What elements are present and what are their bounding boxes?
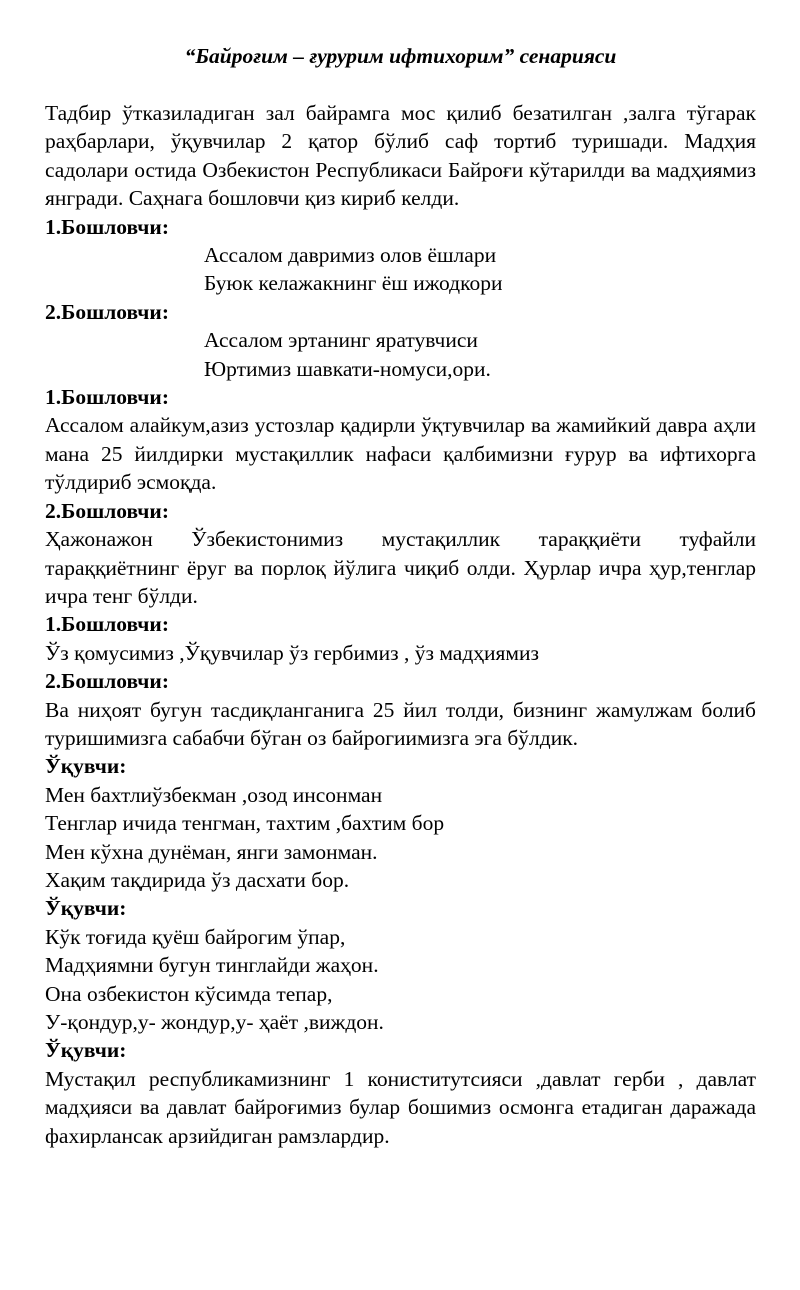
poem-line: Мен кўхна дунёман, янги замонман. bbox=[45, 839, 378, 864]
poem-line: Тенглар ичида тенгман, тахтим ,бахтим бор bbox=[45, 811, 445, 836]
verse-line: Ассалом эртанинг яратувчиси bbox=[204, 328, 478, 353]
speaker-label: 1.Бошловчи: bbox=[45, 612, 169, 637]
speech-paragraph: Ўз қомусимиз ,Ўқувчилар ўз гербимиз , ўз мадҳиямиз bbox=[45, 640, 540, 665]
speaker-label: 2.Бошловчи: bbox=[45, 498, 169, 523]
speaker-label: 2.Бошловчи: bbox=[45, 299, 169, 324]
intro-paragraph: Тадбир ўтказиладиган зал байрамга мос қилиб безатилган ,залга тўгарак раҳбарлари, ўқувчилар 2 қатор бўлиб саф тортиб туришади. Мадҳия садолари остида Озбекистон Республикаси Байроғи кўтарилди ва мадҳиямиз янгради. Саҳнага бошловчи қиз кириб келди. bbox=[45, 101, 756, 211]
speaker-label: Ўқувчи: bbox=[45, 896, 127, 921]
speech-paragraph: Ассалом алайкум,азиз устозлар қадирли ўқтувчилар ва жамийкий давра аҳли мана 25 йилдирки мустақиллик нафаси қалбимизни ғурур ва ифтихорга тўлдириб эсмоқда. bbox=[45, 413, 756, 495]
poem-line: Кўк тоғида қуёш байрогим ўпар, bbox=[45, 924, 346, 949]
poem-line: У-қондур,у- жондур,у- ҳаёт ,виждон. bbox=[45, 1010, 384, 1034]
speech-paragraph: Мустақил республикамизнинг 1 кониститутсияси ,давлат герби , давлат мадҳияси ва давлат байроғимиз булар бошимиз осмонга етадиган даражада фахирлансак арзийдиган рамзлардир. bbox=[45, 1066, 756, 1148]
poem-line: Хақим тақдирида ўз дасхати бор. bbox=[45, 867, 350, 892]
speaker-label: 2.Бошловчи: bbox=[45, 669, 169, 694]
speech-paragraph: Ва ниҳоят бугун тасдиқланганига 25 йил толди, бизнинг жамулжам болиб туришимизга сабабчи бўган оз байрогиимизга эга бўлдик. bbox=[45, 697, 756, 750]
speaker-label: 1.Бошловчи: bbox=[45, 214, 169, 239]
speaker-label: Ўқувчи: bbox=[45, 754, 127, 779]
verse-line: Буюк келажакнинг ёш ижодкори bbox=[204, 271, 503, 296]
speaker-label: Ўқувчи: bbox=[45, 1038, 127, 1063]
speaker-label: 1.Бошловчи: bbox=[45, 385, 169, 410]
poem-line: Мадҳиямни бугун тинглайди жаҳон. bbox=[45, 953, 379, 978]
speech-paragraph: Ҳажонажон Ўзбекистонимиз мустақиллик тараққиёти туфайли тараққиётнинг ёруг ва порлоқ йўлига чиқиб олди. Ҳурлар ичра ҳур,тенглар ичра тенг бўлди. bbox=[45, 527, 756, 608]
verse-line: Ассалом давримиз олов ёшлари bbox=[204, 243, 497, 268]
document-title: “Байроғим – ғурурим ифтихорим” сенарияси bbox=[184, 44, 617, 68]
document-page bbox=[45, 42, 756, 1150]
poem-line: Мен бахтлиўзбекман ,озод инсонман bbox=[45, 782, 383, 807]
verse-line: Юртимиз шавкати-номуси,ори. bbox=[204, 356, 491, 381]
poem-line: Она озбекистон кўсимда тепар, bbox=[45, 981, 333, 1006]
